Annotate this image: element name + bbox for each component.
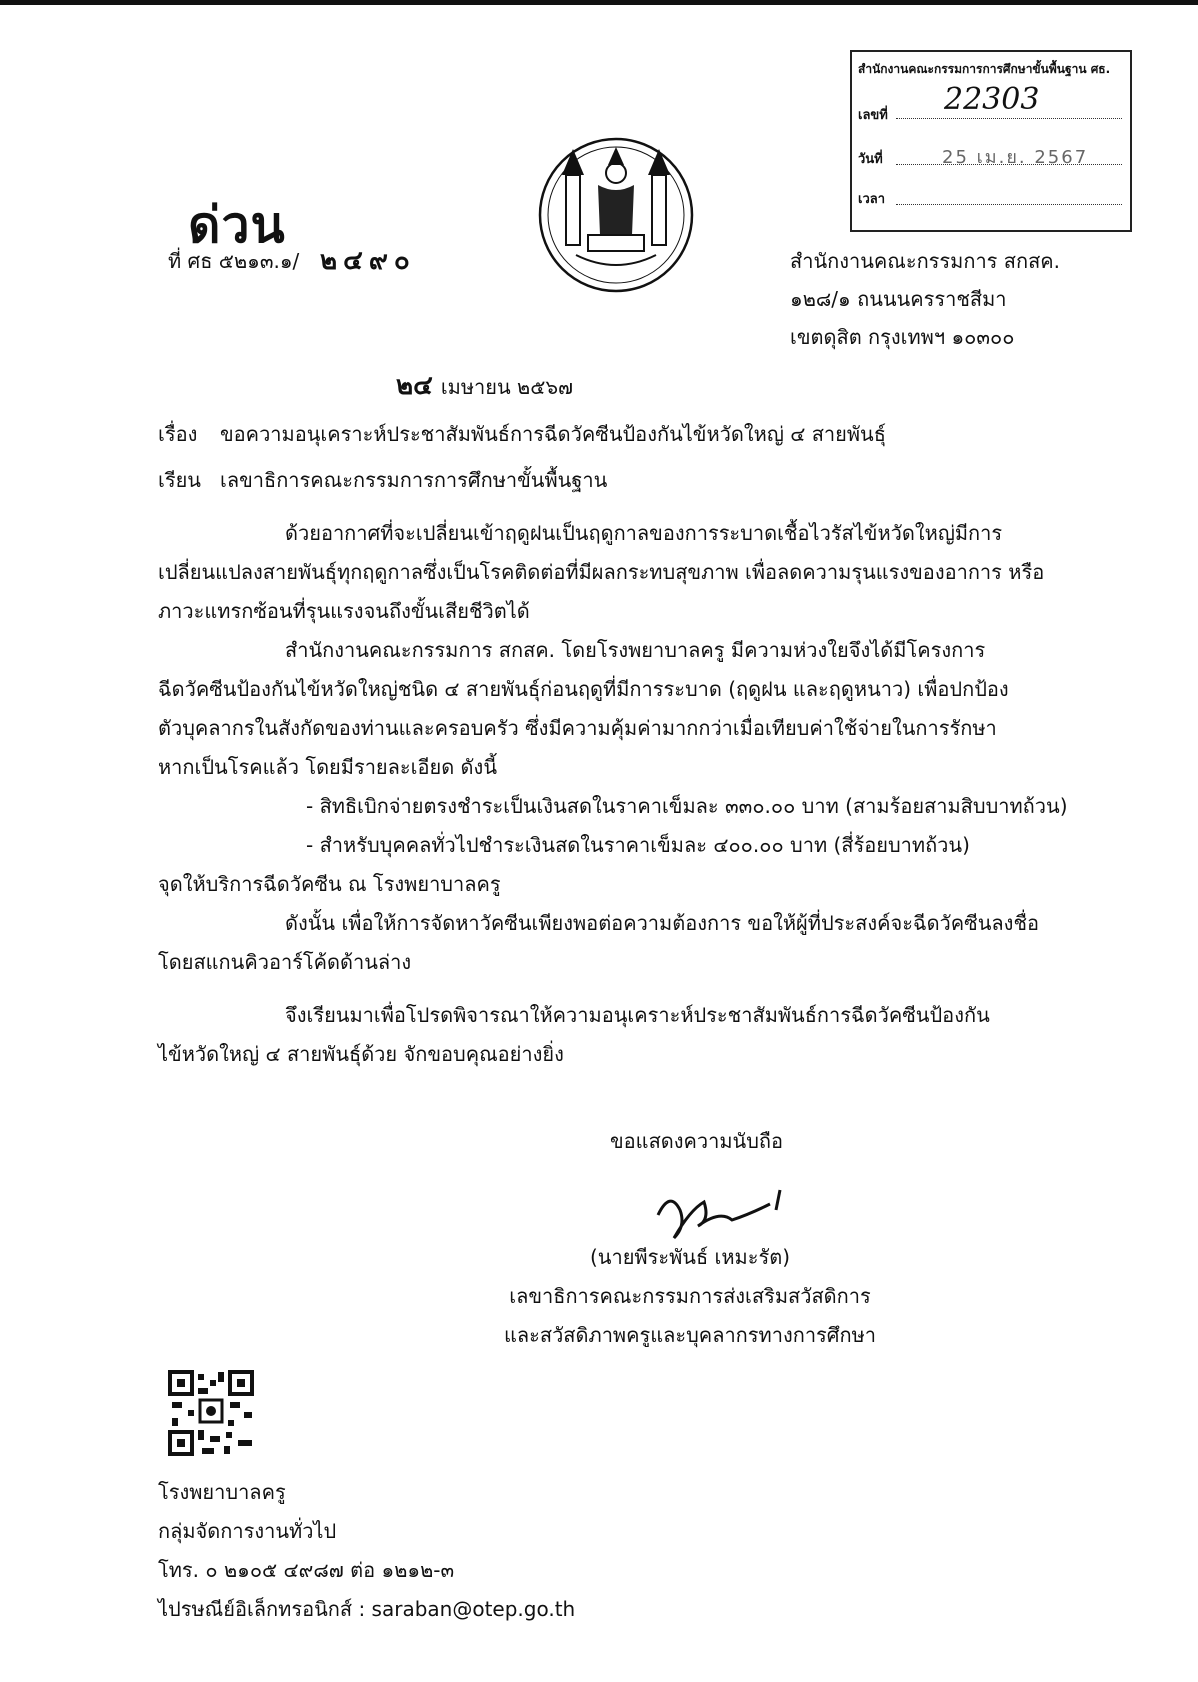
letter-date (396, 365, 573, 406)
para2-line1: สำนักงานคณะกรรมการ สกสค. โดยโรงพยาบาลครู มีความห่วงใยจึงได้มีโครงการ (285, 638, 986, 662)
bullet-item: - สำหรับบุคคลทั่วไปชำระเงินสดในราคาเข็มละ ๔๐๐.๐๐ บาท (สี่ร้อยบาทถ้วน) (306, 833, 970, 857)
to-text: เลขาธิการคณะกรรมการการศึกษาขั้นพื้นฐาน (220, 468, 608, 492)
footer-phone: โทร. ๐ ๒๑๐๕ ๔๙๘๗ ต่อ ๑๒๑๒-๓ (158, 1558, 455, 1582)
date-day: ๒๔ (396, 371, 433, 401)
closing: ขอแสดงความนับถือ (610, 1129, 784, 1153)
subject-text: ขอความอนุเคราะห์ประชาสัมพันธ์การฉีดวัคซีนป้องกันไข้หวัดใหญ่ ๔ สายพันธุ์ (220, 422, 886, 446)
stamp-date-label: วันที่ (858, 152, 883, 167)
signer-title1: เลขาธิการคณะกรรมการส่งเสริมสวัสดิการ (509, 1284, 871, 1308)
para4-line1: จึงเรียนมาเพื่อโปรดพิจารณาให้ความอนุเคราะห์ประชาสัมพันธ์การฉีดวัคซีนป้องกัน (285, 1003, 990, 1027)
signer-name: (นายพีระพันธ์ เหมะรัต) (590, 1245, 790, 1269)
para3-line1: ดังนั้น เพื่อให้การจัดหาวัคซีนเพียงพอต่อความต้องการ ขอให้ผู้ที่ประสงค์จะฉีดวัคซีนลงชื่อ (285, 911, 1040, 935)
subject-label: เรื่อง (158, 422, 198, 446)
bullet-item: - สิทธิเบิกจ่ายตรงชำระเป็นเงินสดในราคาเข็มละ ๓๓๐.๐๐ บาท (สามร้อยสามสิบบาทถ้วน) (306, 794, 1068, 818)
para1-line3: ภาวะแทรกซ้อนที่รุนแรงจนถึงขั้นเสียชีวิตได้ (158, 599, 530, 623)
footer-dept2: กลุ่มจัดการงานทั่วไป (158, 1519, 337, 1543)
signature-icon (650, 1180, 810, 1250)
stamp-no-label: เลขที่ (858, 108, 888, 123)
reference-prefix: ที่ ศธ ๕๒๑๓.๑/ (168, 249, 300, 273)
date-month-year: เมษายน ๒๕๖๗ (440, 375, 574, 399)
stamp-no-value: 22303 (944, 82, 1040, 117)
para2-line2: ฉีดวัคซีนป้องกันไข้หวัดใหญ่ชนิด ๔ สายพันธุ์ก่อนฤดูที่มีการระบาด (ฤดูฝน และฤดูหนาว) เพื่อปกป้อง (158, 677, 1009, 701)
urgency-label: ด่วน (188, 196, 286, 254)
to-label: เรียน (158, 468, 201, 492)
stamp-org: สำนักงานคณะกรรมการการศึกษาขั้นพื้นฐาน ศธ. (858, 62, 1111, 76)
signer-title2: และสวัสดิภาพครูและบุคลากรทางการศึกษา (503, 1323, 877, 1347)
emblem-icon (536, 135, 696, 295)
footer-email: ไปรษณีย์อิเล็กทรอนิกส์ : saraban@otep.go.th (158, 1597, 576, 1621)
sender-line2: ๑๒๘/๑ ถนนนครราชสีมา (790, 287, 1007, 311)
sender-line3: เขตดุสิต กรุงเทพฯ ๑๐๓๐๐ (790, 325, 1015, 349)
service-point: จุดให้บริการฉีดวัคซีน ณ โรงพยาบาลครู (158, 872, 501, 896)
footer-dept1: โรงพยาบาลครู (158, 1480, 286, 1504)
para2-line4: หากเป็นโรคแล้ว โดยมีรายละเอียด ดังนี้ (158, 755, 497, 779)
sender-line1: สำนักงานคณะกรรมการ สกสค. (790, 249, 1061, 273)
para3-line2: โดยสแกนคิวอาร์โค้ดด้านล่าง (158, 950, 412, 974)
para1-line1: ด้วยอากาศที่จะเปลี่ยนเข้าฤดูฝนเป็นฤดูกาลของการระบาดเชื้อไวรัสไข้หวัดใหญ่มีการ (285, 521, 1003, 545)
stamp-time-label: เวลา (858, 192, 886, 207)
para1-line2: เปลี่ยนแปลงสายพันธุ์ทุกฤดูกาลซึ่งเป็นโรคติดต่อที่มีผลกระทบสุขภาพ เพื่อลดความรุนแรงของอาการ หรือ (158, 560, 1045, 584)
qr-code-icon (168, 1370, 254, 1456)
reference-number: ๒๔๙๐ (320, 246, 416, 276)
para2-line3: ตัวบุคลากรในสังกัดของท่านและครอบครัว ซึ่งมีความคุ้มค่ามากกว่าเมื่อเทียบค่าใช้จ่ายในการรักษา (158, 716, 997, 740)
para4-line2: ไข้หวัดใหญ่ ๔ สายพันธุ์ด้วย จักขอบคุณอย่างยิ่ง (158, 1042, 564, 1066)
top-border (0, 0, 1198, 5)
receipt-stamp (850, 50, 1132, 232)
stamp-date-value: 25 เม.ย. 2567 (942, 147, 1089, 168)
